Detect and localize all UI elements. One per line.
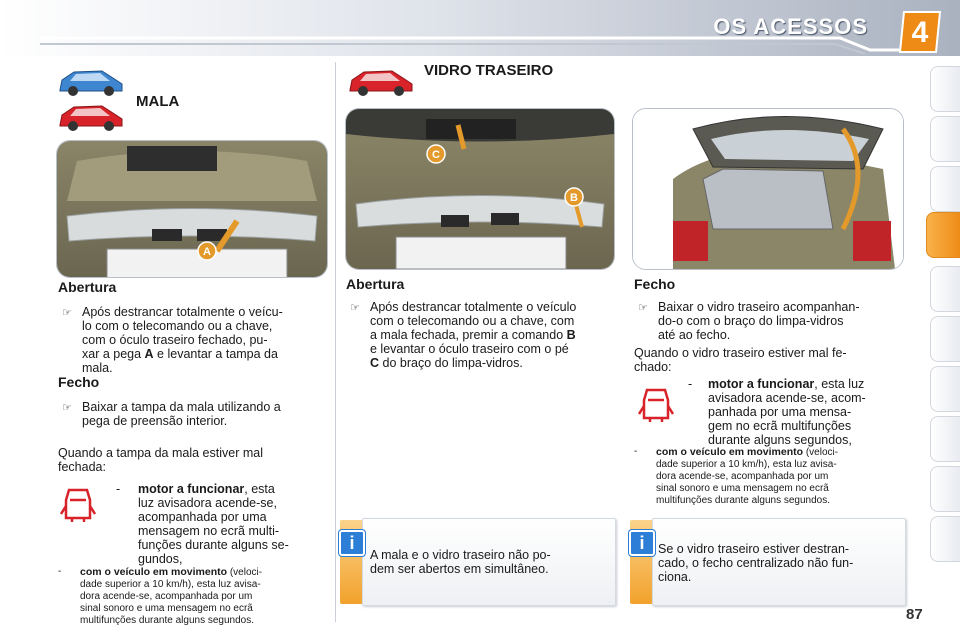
car-red-icon: [346, 66, 416, 98]
section-title-mala: MALA: [136, 93, 180, 110]
pointing-hand-icon: ☞: [638, 302, 648, 314]
chapter-tab-6[interactable]: [930, 316, 960, 362]
vidro-abertura-heading: Abertura: [346, 276, 405, 292]
vidro-fecho-heading: Fecho: [634, 276, 676, 292]
chapter-tab-4-active[interactable]: [926, 212, 960, 258]
photo-rear-window-button: [345, 108, 615, 270]
mala-motor-text: motor a funcionar, esta luz avisadora acende-se, acompanhada por uma mensagem no ecrã multi- funções durante alguns se- gundos,: [138, 482, 289, 566]
chapter-tab-3[interactable]: [930, 166, 960, 212]
column-divider: [335, 62, 336, 622]
info-icon: i: [339, 530, 365, 556]
chapter-tab-7[interactable]: [930, 366, 960, 412]
chapter-tab-2[interactable]: [930, 116, 960, 162]
pointing-hand-icon: ☞: [350, 302, 360, 314]
car-red-icon: [56, 101, 126, 133]
vidro-warning-intro: Quando o vidro traseiro estiver mal fe- chado:: [634, 346, 847, 374]
chapter-tab-5[interactable]: [930, 266, 960, 312]
photo-trunk-handle: [56, 140, 328, 278]
open-door-warning-icon: [60, 484, 96, 524]
dash: -: [634, 446, 638, 457]
info-text-left: A mala e o vidro traseiro não po- dem ser abertos em simultâneo.: [370, 548, 551, 576]
dash: -: [116, 482, 121, 496]
vidro-moving-text: com o veículo em movimento (veloci- dade superior a 10 km/h), esta luz avisa- dora acende-se, acompanhada por um sinal sonoro e uma mensagem no ecrã multifunções durante alguns segundos.: [656, 446, 839, 506]
photo-label-a: A: [203, 246, 211, 258]
chapter-tabs: [926, 66, 960, 586]
mala-fecho-text: Baixar a tampa da mala utilizando a pega de preensão interior.: [82, 400, 281, 428]
info-text-right: Se o vidro traseiro estiver destran- cado, o fecho centralizado não fun- ciona.: [658, 542, 854, 584]
page-number: 87: [906, 606, 923, 623]
photo-label-c: C: [432, 149, 440, 161]
vidro-abertura-text: Após destrancar totalmente o veículo com o telecomando ou a chave, com a mala fechada, premir a comando B e levantar o óculo traseiro com o pé C do braço do limpa-vidros.: [370, 300, 577, 370]
photo-rear-window-open: [632, 108, 904, 270]
page-title: OS ACESSOS: [713, 14, 868, 39]
mala-abertura-text: Após destrancar totalmente o veícu- lo com o telecomando ou a chave, com o óculo traseiro fechado, pu- xar a pega A e levantar a tampa da mala.: [82, 305, 283, 375]
chapter-number: 4: [911, 16, 929, 49]
chapter-tab-10[interactable]: [930, 516, 960, 562]
open-door-warning-icon: [638, 384, 674, 424]
vidro-motor-text: motor a funcionar, esta luz avisadora acende-se, acom- panhada por uma mensa- gem no ecrã multifunções durante alguns segundos,: [708, 377, 866, 447]
mala-moving-text: com o veículo em movimento (veloci- dade superior a 10 km/h), esta luz avisa- dora acende-se, acompanhada por um sinal sonoro e uma mensagem no ecrã multifunções durante alguns segundos.: [80, 566, 263, 626]
info-icon: i: [629, 530, 655, 556]
pointing-hand-icon: ☞: [62, 402, 72, 414]
dash: -: [688, 377, 693, 391]
chapter-tab-1[interactable]: [930, 66, 960, 112]
photo-label-b: B: [570, 192, 578, 204]
chapter-tab-8[interactable]: [930, 416, 960, 462]
mala-fecho-heading: Fecho: [58, 374, 100, 390]
mala-abertura-heading: Abertura: [58, 279, 117, 295]
chapter-tab-9[interactable]: [930, 466, 960, 512]
mala-warning-intro: Quando a tampa da mala estiver mal fechada:: [58, 446, 263, 474]
section-title-vidro-traseiro: VIDRO TRASEIRO: [424, 62, 554, 79]
pointing-hand-icon: ☞: [62, 307, 72, 319]
dash: -: [58, 566, 62, 577]
vidro-fecho-text: Baixar o vidro traseiro acompanhan- do-o com o braço do limpa-vidros até ao fecho.: [658, 300, 860, 342]
car-blue-icon: [56, 66, 126, 98]
